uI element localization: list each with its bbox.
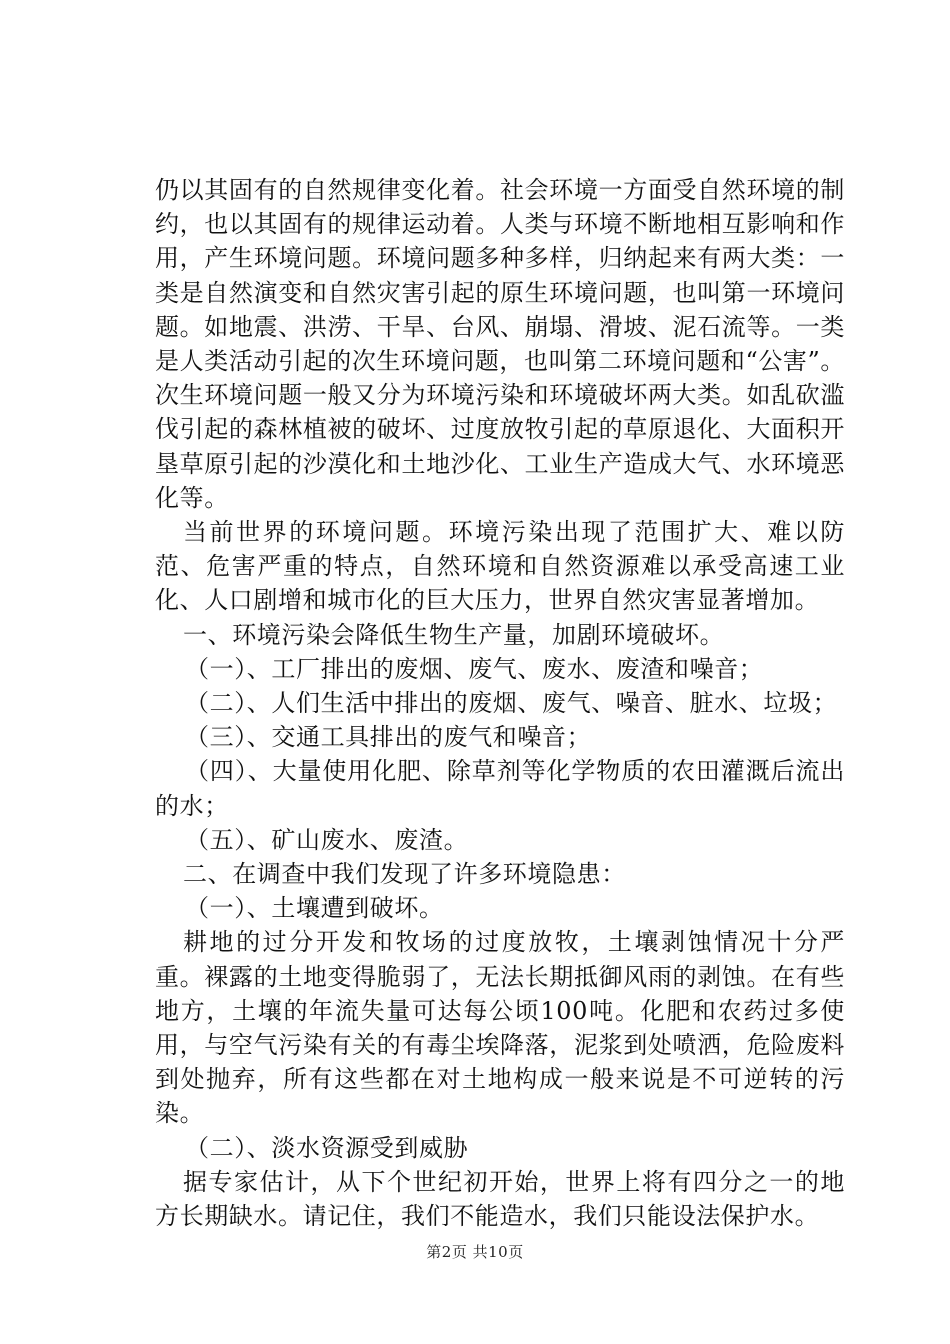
list-item-traffic-emissions: （三）、交通工具排出的废气和噪音； bbox=[185, 723, 592, 752]
document-body bbox=[155, 173, 845, 1233]
list-item-mining-waste: （五）、矿山废水、废渣。 bbox=[185, 825, 469, 854]
page-number-footer: 第2页 共10页 bbox=[426, 1243, 524, 1261]
list-item-factory-emissions: （一）、工厂排出的废烟、废气、废水、废渣和噪音； bbox=[185, 654, 764, 683]
paragraph-environment-problems: 仍以其固有的自然规律变化着。社会环境一方面受自然环境的制约，也以其固有的规律运动着。人类与环境不断地相互影响和作用，产生环境问题。环境问题多种多样，归纳起来有两大类：一类是自然演变和自然灾害引起的原生环境问题，也叫第一环境问题。如地震、洪涝、干旱、台风、崩塌、滑坡、泥石流等。一类是人类活动引起的次生环境问题，也叫第二环境问题和“公害”。次生环境问题一般又分为环境污染和环境破坏两大类。如乱砍滥伐引起的森林植被的破坏、过度放牧引起的草原退化、大面积开垦草原引起的沙漠化和土地沙化、工业生产造成大气、水环境恶化等。 bbox=[155, 176, 845, 512]
paragraph-soil-damage: 耕地的过分开发和牧场的过度放牧，土壤剥蚀情况十分严重。裸露的土地变得脆弱了，无法长期抵御风雨的剥蚀。在有些地方，土壤的年流失量可达每公顷100吨。化肥和农药过多使用，与空气污染有关的有毒尘埃降落，泥浆到处喷洒，危险废料到处抛弃，所有这些都在对土地构成一般来说是不可逆转的污染。 bbox=[155, 928, 845, 1128]
heading-section-one: 一、环境污染会降低生物生产量，加剧环境破坏。 bbox=[183, 620, 725, 649]
paragraph-current-world-problems: 当前世界的环境问题。环境污染出现了范围扩大、难以防范、危害严重的特点，自然环境和自然资源难以承受高速工业化、人口剧增和城市化的巨大压力，世界自然灾害显著增加。 bbox=[155, 518, 845, 615]
paragraph-freshwater-threat: 据专家估计，从下个世纪初开始，世界上将有四分之一的地方长期缺水。请记住，我们不能造水，我们只能设法保护水。 bbox=[155, 1167, 845, 1231]
subheading-soil-damage: （一）、土壤遭到破坏。 bbox=[185, 894, 444, 923]
subheading-freshwater-threat: （二）、淡水资源受到威胁 bbox=[185, 1133, 469, 1162]
heading-section-two: 二、在调查中我们发现了许多环境隐患： bbox=[183, 860, 626, 889]
list-item-household-emissions: （二）、人们生活中排出的废烟、废气、噪音、脏水、垃圾； bbox=[185, 689, 838, 718]
list-item-farmland-runoff: （四）、大量使用化肥、除草剂等化学物质的农田灌溉后流出的水； bbox=[155, 757, 845, 820]
